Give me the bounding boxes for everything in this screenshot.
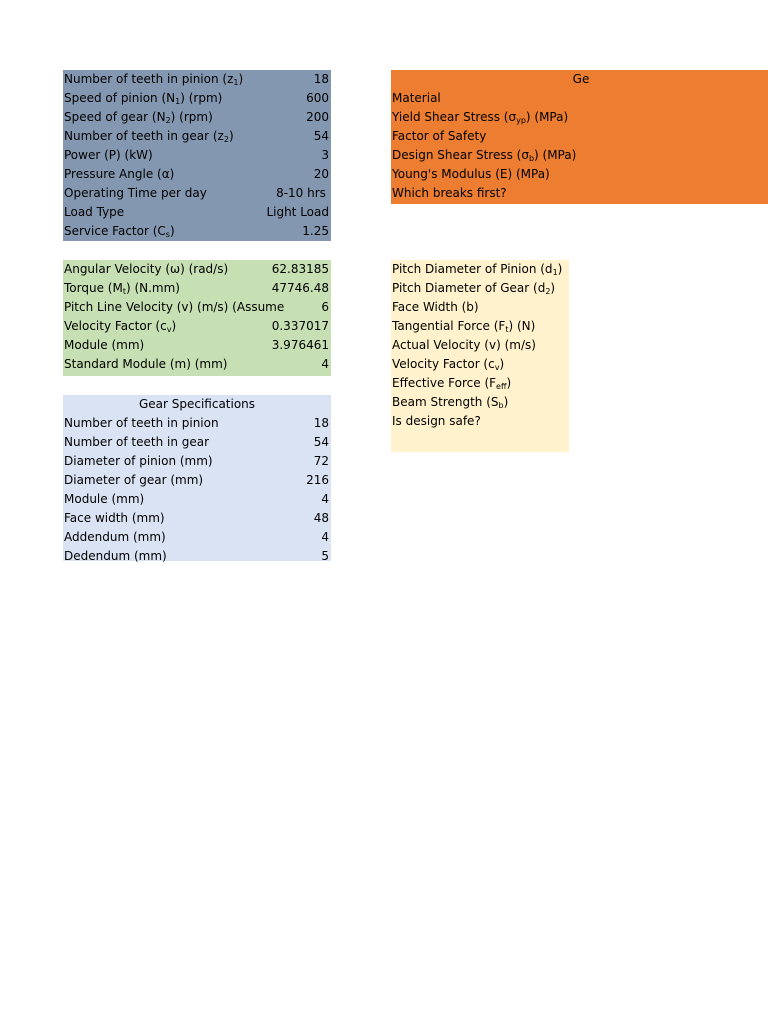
cell-value: 20: [313, 167, 329, 181]
cell-value: 3.976461: [271, 338, 329, 352]
cell-label: Number of teeth in pinion $(z_1)$: [64, 72, 244, 87]
cell-label: Young's Modulus (E) (MPa): [392, 167, 550, 181]
cell-label: Torque $(M_t)$ (N.mm): [64, 281, 180, 296]
row-angular-velocity[interactable]: [63, 260, 331, 279]
cell-value: 5: [321, 549, 329, 563]
cell-label: Power (P) (kW): [64, 148, 153, 162]
strength-check-table: [391, 260, 569, 452]
row-actual-velocity[interactable]: [391, 336, 569, 355]
cell-label: Dedendum (mm): [64, 549, 167, 563]
row-pitch-diameter-gear[interactable]: [391, 279, 569, 298]
cell-label: Number of teeth in gear $(z_2)$: [64, 129, 234, 144]
cell-value: 4: [321, 530, 329, 544]
cell-value: 8-10 hrs: [276, 186, 326, 200]
row-material[interactable]: [391, 89, 768, 108]
cell-label: Is design safe?: [392, 414, 481, 428]
row-beam-strength[interactable]: [391, 393, 569, 412]
row-standard-module[interactable]: [63, 355, 331, 374]
cell-value: 18: [313, 416, 329, 430]
row-velocity-factor-check[interactable]: [391, 355, 569, 374]
row-torque[interactable]: [63, 279, 331, 298]
cell-value: 200: [306, 110, 329, 124]
row-pitch-line-velocity[interactable]: [63, 298, 331, 317]
cell-value: 216: [306, 473, 329, 487]
cell-value: 3: [321, 148, 329, 162]
row-teeth-pinion[interactable]: [63, 70, 331, 89]
cell-label: Addendum (mm): [64, 530, 166, 544]
row-pressure-angle[interactable]: [63, 165, 331, 184]
cell-value: 0.337017: [271, 319, 329, 333]
cell-value: 54: [313, 435, 329, 449]
cell-label: Pitch Diameter of Gear $(d_2)$: [392, 281, 556, 296]
cell-label: Number of teeth in gear: [64, 435, 210, 449]
cell-value: Light Load: [266, 205, 329, 219]
cell-label: Operating Time per day: [64, 186, 207, 200]
cell-value: 4: [321, 492, 329, 506]
cell-value: 62.83185: [271, 262, 329, 276]
row-spec-teeth-gear[interactable]: [63, 433, 331, 452]
cell-label: Pitch Line Velocity (v) (m/s) (Assume: [64, 300, 285, 314]
row-operating-time[interactable]: [63, 184, 331, 203]
cell-label: Speed of gear $(N_2)$ (rpm): [64, 110, 213, 125]
cell-label: Which breaks first?: [392, 186, 507, 200]
row-design-shear-stress[interactable]: [391, 146, 768, 165]
cell-label: Module (mm): [64, 338, 145, 352]
row-pitch-diameter-pinion[interactable]: [391, 260, 569, 279]
row-spec-teeth-pinion[interactable]: [63, 414, 331, 433]
row-youngs-modulus[interactable]: [391, 165, 768, 184]
cell-value: 1.25: [302, 224, 329, 238]
row-speed-gear[interactable]: [63, 108, 331, 127]
cell-label: Standard Module (m) (mm): [64, 357, 228, 371]
cell-value: 18: [313, 72, 329, 86]
row-spec-face-width[interactable]: [63, 509, 331, 528]
cell-label: Factor of Safety: [392, 129, 487, 143]
input-parameters-table: [63, 70, 331, 241]
cell-label: Number of teeth in pinion: [64, 416, 219, 430]
cell-value: 72: [313, 454, 329, 468]
row-yield-shear-stress[interactable]: [391, 108, 768, 127]
row-spec-dedendum[interactable]: [63, 547, 331, 566]
row-tangential-force[interactable]: [391, 317, 569, 336]
row-is-design-safe[interactable]: [391, 412, 569, 431]
cell-label: Diameter of pinion (mm): [64, 454, 213, 468]
cell-label: Pressure Angle (α): [64, 167, 175, 181]
row-teeth-gear[interactable]: [63, 127, 331, 146]
cell-label: Face width (mm): [64, 511, 165, 525]
cell-label: Module (mm): [64, 492, 145, 506]
cell-label: Effective Force $(F_{eff})$: [392, 376, 512, 391]
table-header[interactable]: Ge: [572, 72, 590, 86]
gear-specifications-table: [63, 395, 331, 561]
table-header[interactable]: Gear Specifications: [138, 397, 256, 411]
cell-value: 6: [321, 300, 329, 314]
row-module[interactable]: [63, 336, 331, 355]
cell-label: Angular Velocity (ω) (rad/s): [64, 262, 229, 276]
material-properties-table: [391, 70, 768, 204]
cell-label: Service Factor $(C_s)$: [64, 224, 175, 239]
cell-value: 47746.48: [271, 281, 329, 295]
computed-values-table: [63, 260, 331, 376]
row-spec-diameter-pinion[interactable]: [63, 452, 331, 471]
cell-label: Design Shear Stress $(\sigma_b)$ (MPa): [392, 148, 577, 163]
row-spec-addendum[interactable]: [63, 528, 331, 547]
row-spec-diameter-gear[interactable]: [63, 471, 331, 490]
row-which-breaks-first[interactable]: [391, 184, 768, 203]
cell-label: Diameter of gear (mm): [64, 473, 204, 487]
row-factor-of-safety[interactable]: [391, 127, 768, 146]
cell-value: 600: [306, 91, 329, 105]
row-power[interactable]: [63, 146, 331, 165]
row-load-type[interactable]: [63, 203, 331, 222]
cell-label: Material: [392, 91, 441, 105]
cell-label: Beam Strength $(S_b)$: [392, 395, 509, 410]
cell-label: Speed of pinion $(N_1)$ (rpm): [64, 91, 223, 106]
cell-value: 54: [313, 129, 329, 143]
cell-label: Pitch Diameter of Pinion $(d_1)$: [392, 262, 563, 277]
cell-value: 48: [313, 511, 329, 525]
row-effective-force[interactable]: [391, 374, 569, 393]
cell-label: Load Type: [64, 205, 125, 219]
row-velocity-factor[interactable]: [63, 317, 331, 336]
row-spec-module[interactable]: [63, 490, 331, 509]
cell-label: Tangential Force $(F_t)$ (N): [392, 319, 536, 334]
cell-label: Velocity Factor $(c_v)$: [392, 357, 505, 372]
row-service-factor[interactable]: [63, 222, 331, 241]
row-face-width[interactable]: [391, 298, 569, 317]
cell-label: Velocity Factor $(c_v)$: [64, 319, 177, 334]
cell-label: Yield Shear Stress $(\sigma_{yp})$ (MPa): [392, 110, 569, 125]
cell-label: Actual Velocity (v) (m/s): [392, 338, 536, 352]
cell-label: Face Width (b): [392, 300, 479, 314]
row-speed-pinion[interactable]: [63, 89, 331, 108]
cell-value: 4: [321, 357, 329, 371]
